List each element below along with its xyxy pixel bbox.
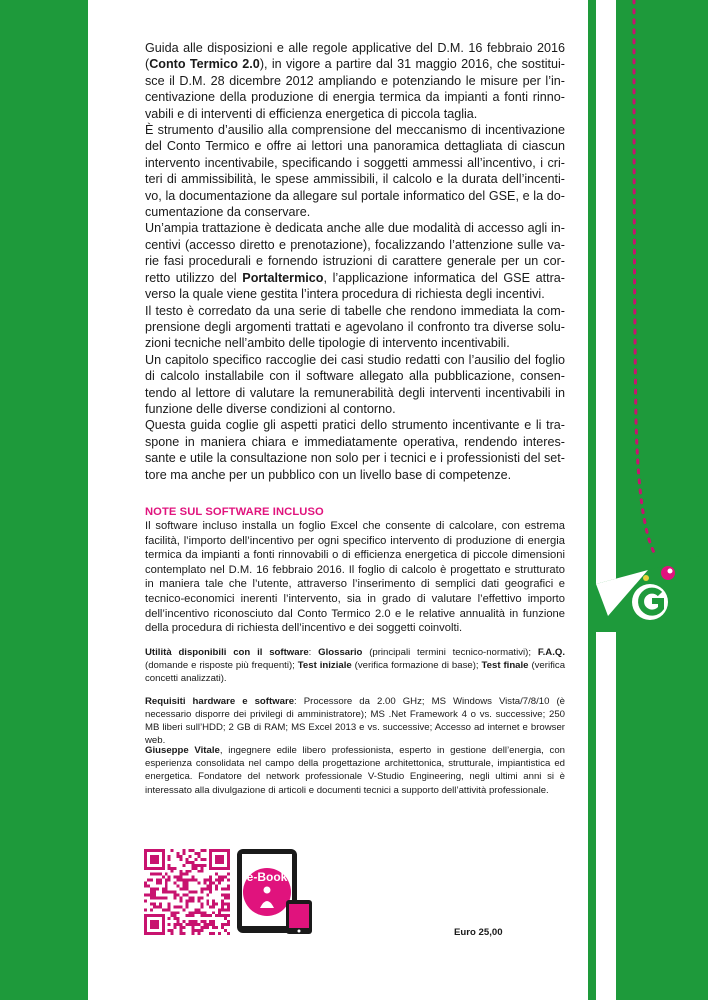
paragraph-case-studies: Un capitolo specifico raccoglie dei casi studio redatti con l’ausilio del foglio di calcolo installabile con il software allegato alla pubblicazione, consentendo al lettore di valutare la remunerabilità degli interventi incentivabili in funzione delle diverse condizioni al contorno. xyxy=(145,352,565,416)
author-bio: Giuseppe Vitale, ingegnere edile libero professionista, esperto in gestione dell’energia, con esperienza consolidata nel campo della progettazione architettonica, strutturale, impiantistica ed energetica. Fondatore del network professionale V-Studio Engineering, negli ultimi anni si è interessato alla divulgazione di articoli e documenti tecnici a supporto dell’attività professionale. xyxy=(145,745,565,796)
left-green-band xyxy=(0,0,88,1000)
back-cover-text xyxy=(145,40,565,747)
software-notes-text: Il software incluso installa un foglio Excel che consente di calcolare, con estrema facilità, l’importo dell’incentivo per ogni specifico intervento di produzione di energia termica da impianti a fonti rinnovabili o di efficienza energetica di piccole dimensioni contemplato nel D.M. 16 febbraio 2016. Il foglio di calcolo è progettato e strutturato in maniera tale che l’utente, attraverso l’inserimento di semplici dati geografici e tecnico-economici inerenti l’intervento, sia in grado di valutare l’effettivo importo dell’incentivo riconosciuto dal Conto Termico 2.0 e le relative annualità in funzione della procedura di richiesta dell’incentivo e dei soggetti coinvolti. xyxy=(145,519,565,635)
paragraph-tables: Il testo è corredato da una serie di tabelle che rendono immediata la comprensione degli argomenti trattati e agevolano il confronto tra diverse soluzioni tecniche nell’ambito delle tipologie di intervento incentivabili. xyxy=(145,303,565,351)
qr-code-icon xyxy=(144,849,230,935)
paragraph-overview: È strumento d’ausilio alla comprensione del meccanismo di incentivazione del Conto Termico e offre ai lettori una panoramica dettagliata di ciascun intervento incentivabile, specificando i soggetti ammessi all’incentivo, i criteri di ammissibilità, le spese ammissibili, il calcolo e la durata dell’incentivo, la documentazione da allegare sul portale informatico del GSE, e la documentazione da conservare. xyxy=(145,123,565,220)
paragraph-intro: Guida alle disposizioni e alle regole applicative del D.M. 16 febbraio 2016 (Conto Termico 2.0), in vigore a partire dal 31 maggio 2016, che sostituisce il D.M. 28 dicembre 2012 ampliando e potenziando le misure per l’incentivazione della produzione di energia termica da impianti a fonti rinnovabili e di interventi di efficienza energetica di piccola taglia. xyxy=(145,41,565,121)
system-requirements: Requisiti hardware e software: Processore da 2.00 GHz; MS Windows Vista/7/8/10 (è necessario disporre dei privilegi di amministratore); MS .Net Framework 4 o vs. successive; 250 MB liberi sull’HDD; 2 GB di RAM; MS Excel 2013 e vs. successive; Accesso ad internet e browser web. xyxy=(145,695,565,746)
description xyxy=(145,40,565,483)
software-utilities: Utilità disponibili con il software: Glossario (principali termini tecnico-normativi); F.A.Q. (domande e risposte più frequenti); Test iniziale (verifica formazione di base); Test finale (verifica concetti analizzati). xyxy=(145,646,566,684)
ebook-icon xyxy=(236,848,316,936)
paragraph-conclusion: Questa guida coglie gli aspetti pratici dello strumento incentivante e li traspone in maniera chiara e immediatamente operativa, rendendo interessante e utile la consultazione non solo per i tecnici e i professionisti del settore ma anche per un pubblico con un livello base di competenze. xyxy=(145,418,565,482)
dotted-line-decoration xyxy=(596,0,708,560)
software-notes-heading: NOTE SUL SOFTWARE INCLUSO xyxy=(145,505,324,518)
price-label: Euro 25,00 xyxy=(454,927,503,938)
ebook-label: e-Book xyxy=(246,870,288,884)
paragraph-access: Un’ampia trattazione è dedicata anche alle due modalità di accesso agli incentivi (accesso diretto e prenotazione), focalizzando l’attenzione sulle varie fasi procedurali e fornendo istruzioni di carattere generale per un corretto utilizzo del Portaltermico, l’applicazione informatica del GSE attraverso la quale viene gestita l’intera procedura di richiesta degli incentivi. xyxy=(145,221,565,302)
publisher-logo-icon xyxy=(588,556,708,632)
